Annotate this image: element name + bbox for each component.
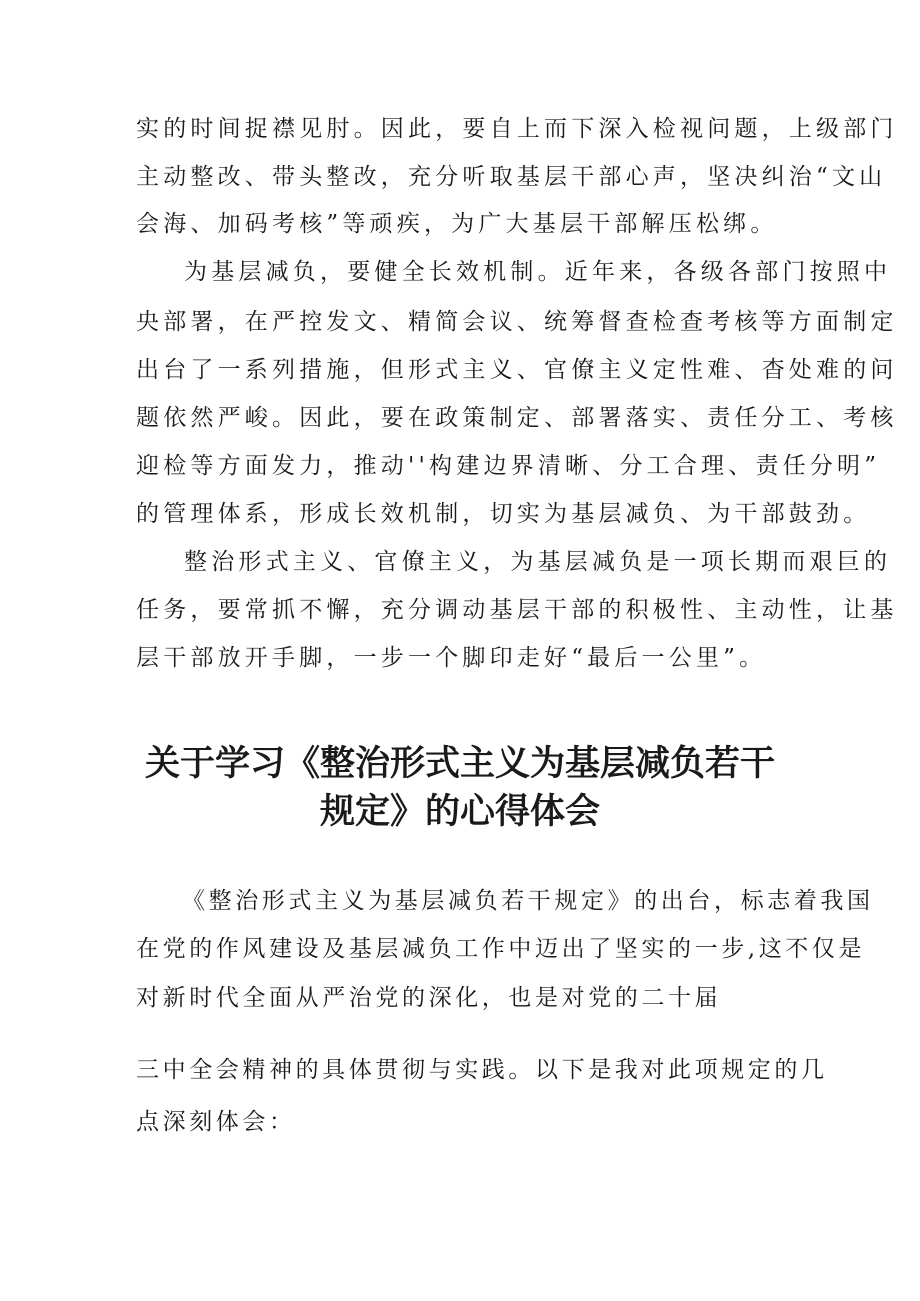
paragraph-3-line-3: 层干部放开手脚，一步一个脚印走好“最后一公里”。 — [136, 645, 767, 671]
paragraph-2-line-1: 为基层减负，要健全长效机制。近年来，各级各部门按照中 — [184, 259, 892, 285]
paragraph-4-line-4: 三中全会精神的具体贯彻与实践。以下是我对此项规定的几 — [136, 1057, 828, 1083]
paragraph-4-line-1: 《整治形式主义为基层减负若干规定》的出台，标志着我国 — [182, 888, 874, 914]
paragraph-1-line-1: 实的时间捉襟见肘。因此，要自上而下深入检视问题，上级部门 — [136, 116, 898, 142]
paragraph-2-line-5: 迎检等方面发力，推动''构建边界清晰、分工合理、责任分明” — [136, 453, 881, 479]
paragraph-4-line-3: 对新时代全面从严治党的深化，也是对党的二十届 — [136, 985, 722, 1011]
paragraph-2-line-4: 题依然严峻。因此，要在政策制定、部署落实、责任分工、考核 — [136, 405, 898, 431]
paragraph-3-line-2: 任务，要常抓不懈，充分调动基层干部的积极性、主动性，让基 — [136, 597, 898, 623]
paragraph-2-line-6: 的管理体系，形成长效机制，切实为基层减负、为干部鼓劲。 — [136, 501, 871, 527]
paragraph-4-line-2: 在党的作风建设及基层减负工作中迈出了坚实的一步,这不仅是 — [136, 936, 866, 962]
paragraph-2-line-3: 出台了一系列措施，但形式主义、官僚主义定性难、杳处难的问 — [136, 357, 898, 383]
paragraph-1-line-2: 主动整改、带头整改，充分听取基层干部心声，坚决纠治“文山 — [136, 164, 887, 190]
article-title-line-2: 规定》的心得体会 — [319, 792, 600, 832]
article-title-line-1: 关于学习《整治形式主义为基层减负若干 — [144, 744, 775, 784]
paragraph-1-line-3: 会海、加码考核”等顽疾，为广大基层干部解压松绑。 — [136, 211, 778, 237]
paragraph-3-line-1: 整治形式主义、官僚主义，为基层减负是一项长期而艰巨的 — [184, 549, 892, 575]
paragraph-2-line-2: 央部署，在严控发文、精简会议、统筹督查检查考核等方面制定 — [136, 309, 898, 335]
paragraph-4-line-5: 点深刻体会： — [136, 1109, 296, 1135]
